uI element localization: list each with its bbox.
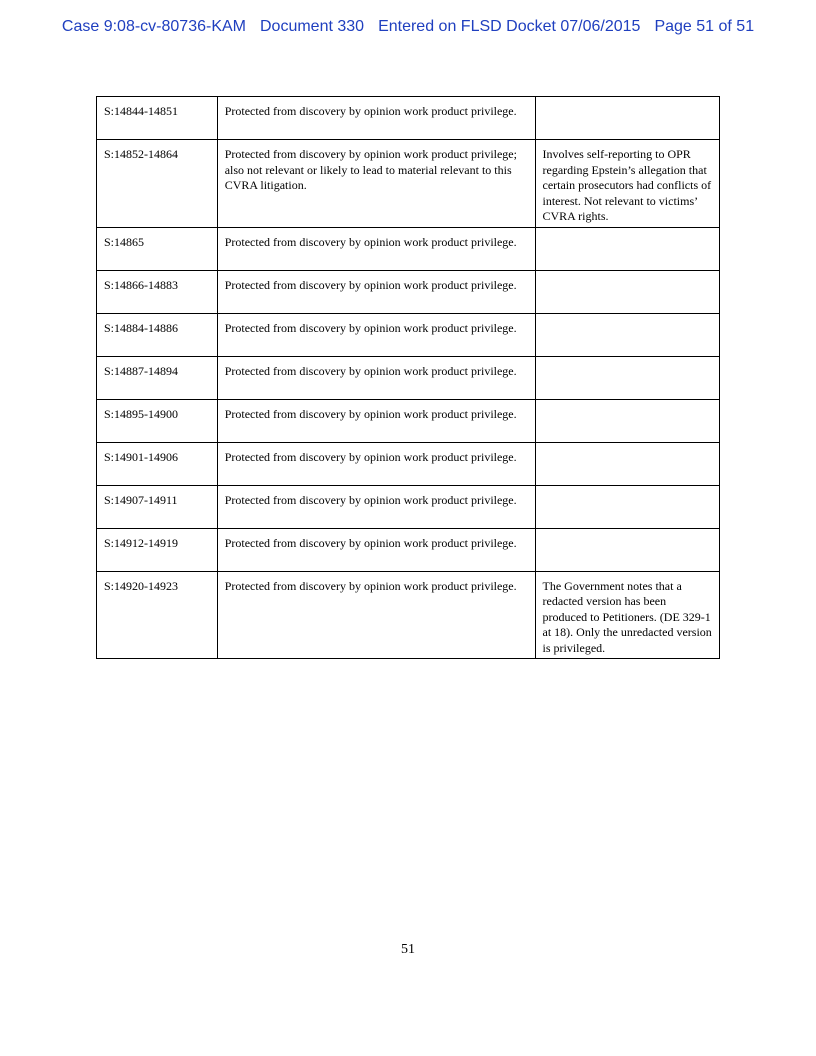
bates-range-cell: S:14866-14883 xyxy=(97,270,218,313)
notes-cell xyxy=(535,270,720,313)
page-indicator: Page 51 of 51 xyxy=(654,18,755,35)
notes-cell xyxy=(535,356,720,399)
bates-range-cell: S:14852-14864 xyxy=(97,140,218,228)
bates-range-cell: S:14907-14911 xyxy=(97,485,218,528)
bates-range-cell: S:14912-14919 xyxy=(97,528,218,571)
bates-range-cell: S:14884-14886 xyxy=(97,313,218,356)
privilege-basis-cell: Protected from discovery by opinion work product privilege; also not relevant or likely to lead to material relevant to this CVRA litigation. xyxy=(217,140,535,228)
bates-range-cell: S:14901-14906 xyxy=(97,442,218,485)
bates-range-cell: S:14844-14851 xyxy=(97,97,218,140)
privilege-basis-cell: Protected from discovery by opinion work product privilege. xyxy=(217,528,535,571)
table-row xyxy=(97,227,720,270)
table-row xyxy=(97,356,720,399)
table-row xyxy=(97,140,720,228)
case-number: Case 9:08-cv-80736-KAM xyxy=(61,18,246,35)
document-number: Document 330 xyxy=(260,18,365,35)
docket-header xyxy=(0,18,816,36)
entered-date: Entered on FLSD Docket 07/06/2015 xyxy=(378,18,641,35)
notes-cell xyxy=(535,227,720,270)
privilege-basis-cell: Protected from discovery by opinion work product privilege. xyxy=(217,485,535,528)
bates-range-cell: S:14920-14923 xyxy=(97,571,218,659)
notes-cell: Involves self-reporting to OPR regarding Epstein’s allegation that certain prosecutors had conflicts of interest. Not relevant to victims’ CVRA rights. xyxy=(535,140,720,228)
privilege-basis-cell: Protected from discovery by opinion work product privilege. xyxy=(217,97,535,140)
notes-cell xyxy=(535,442,720,485)
bates-range-cell: S:14865 xyxy=(97,227,218,270)
notes-cell xyxy=(535,399,720,442)
table-row xyxy=(97,571,720,659)
privilege-basis-cell: Protected from discovery by opinion work product privilege. xyxy=(217,571,535,659)
table-row xyxy=(97,97,720,140)
page-number: 51 xyxy=(401,942,415,957)
privilege-basis-cell: Protected from discovery by opinion work product privilege. xyxy=(217,227,535,270)
table-row xyxy=(97,528,720,571)
table-row xyxy=(97,270,720,313)
table-row xyxy=(97,313,720,356)
notes-cell xyxy=(535,528,720,571)
notes-cell xyxy=(535,313,720,356)
privilege-basis-cell: Protected from discovery by opinion work product privilege. xyxy=(217,442,535,485)
bates-range-cell: S:14895-14900 xyxy=(97,399,218,442)
table-row xyxy=(97,485,720,528)
table-row xyxy=(97,442,720,485)
privilege-basis-cell: Protected from discovery by opinion work product privilege. xyxy=(217,270,535,313)
privilege-log-table xyxy=(96,96,720,659)
privilege-basis-cell: Protected from discovery by opinion work product privilege. xyxy=(217,356,535,399)
notes-cell: The Government notes that a redacted version has been produced to Petitioners. (DE 329-1 at 18). Only the unredacted version is privileged. xyxy=(535,571,720,659)
privilege-basis-cell: Protected from discovery by opinion work product privilege. xyxy=(217,399,535,442)
notes-cell xyxy=(535,485,720,528)
bates-range-cell: S:14887-14894 xyxy=(97,356,218,399)
notes-cell xyxy=(535,97,720,140)
table-row xyxy=(97,399,720,442)
privilege-basis-cell: Protected from discovery by opinion work product privilege. xyxy=(217,313,535,356)
